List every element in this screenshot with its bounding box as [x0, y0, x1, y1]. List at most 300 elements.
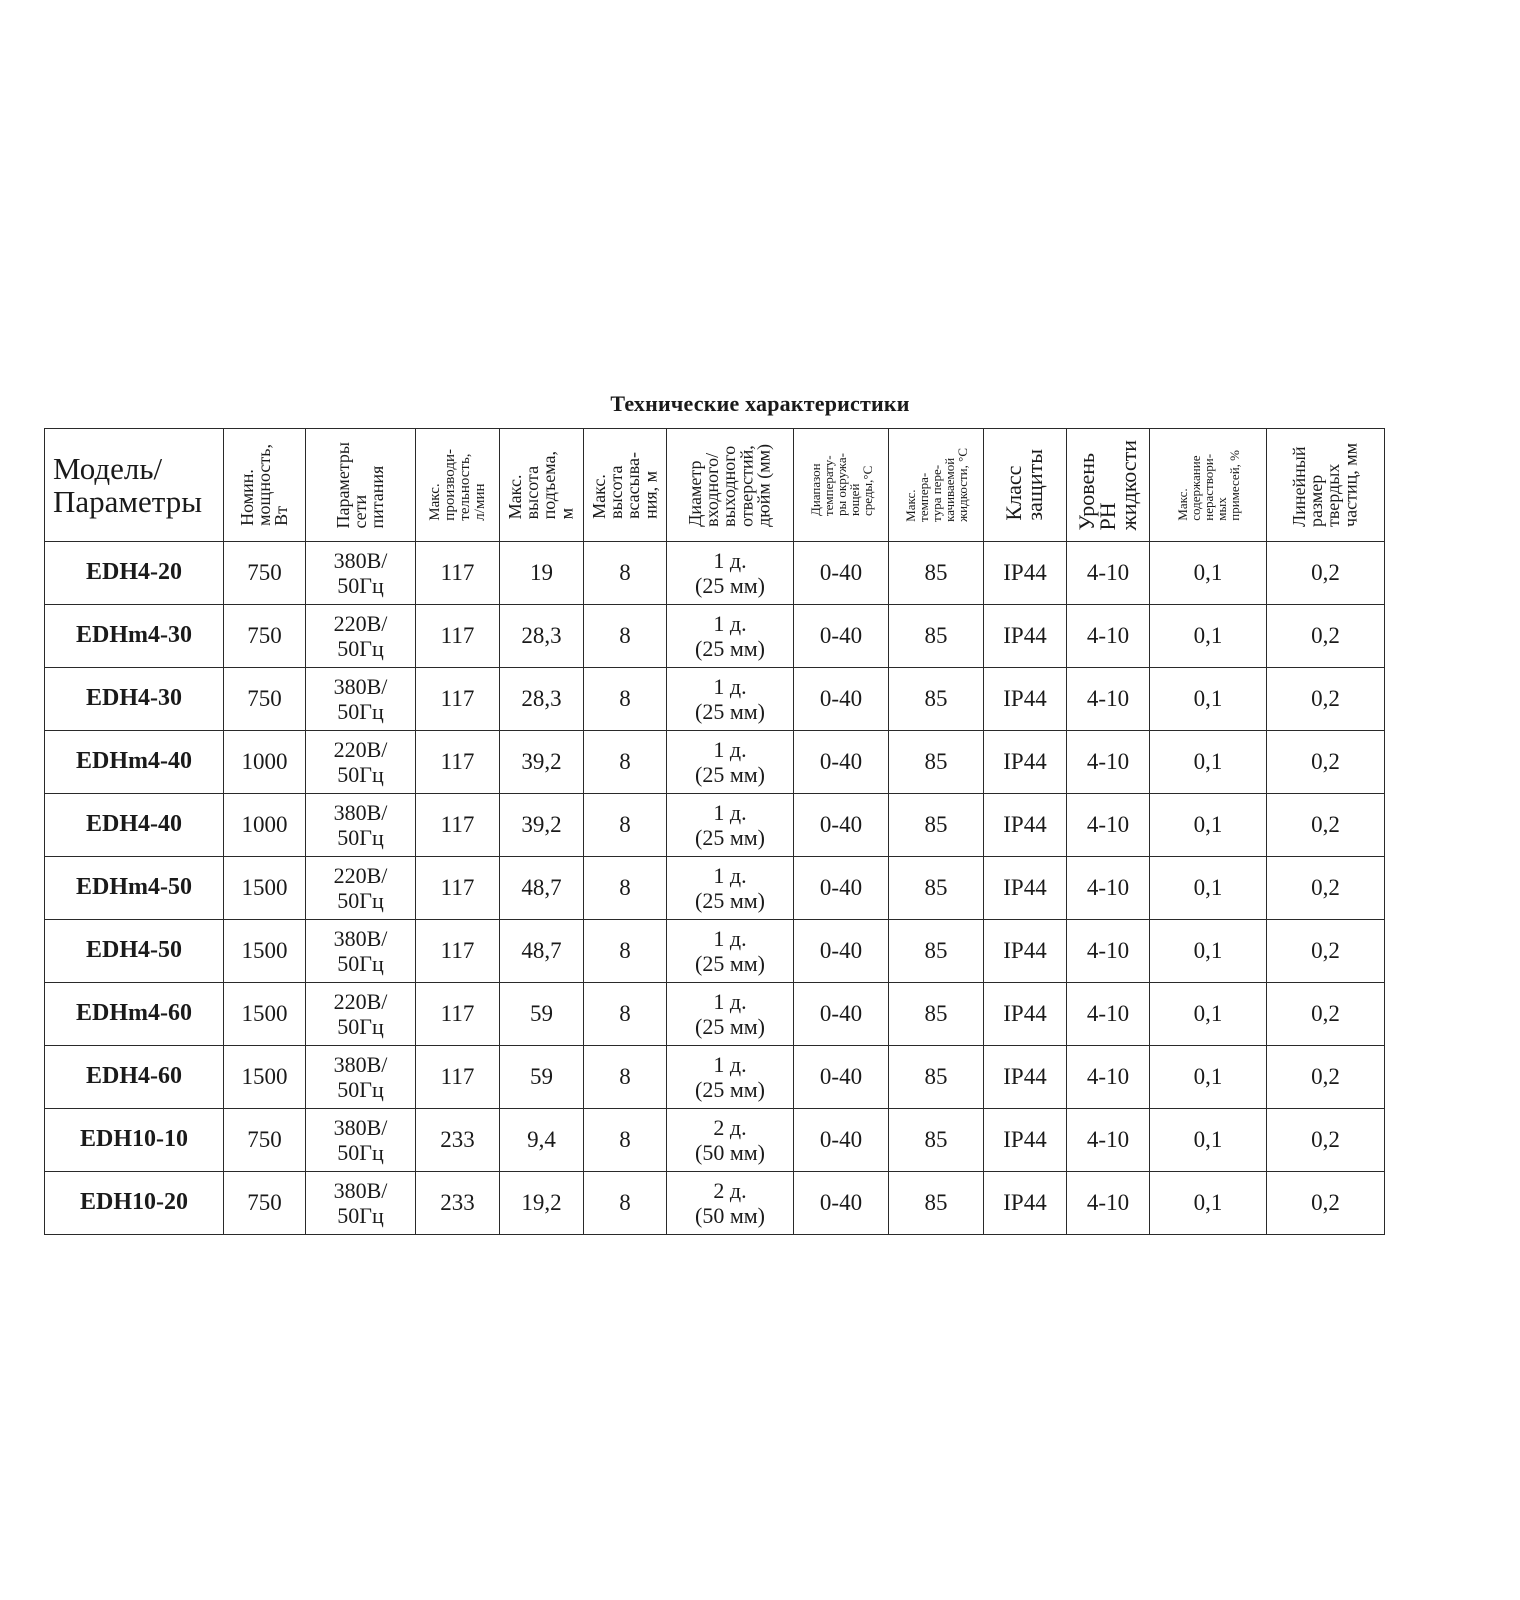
cell-head-value: 39,2: [521, 811, 562, 837]
cell-suction-value: 8: [619, 1126, 631, 1152]
cell-head-value: 19: [530, 559, 553, 585]
table-row: [45, 731, 1385, 794]
cell-diameter: [667, 731, 794, 794]
cell-protection-class-value: IP44: [1003, 685, 1047, 711]
cell-diameter-value: 1 д. (25 мм): [695, 1051, 765, 1102]
cell-ph-level-value: 4-10: [1086, 1189, 1130, 1215]
header-model: [45, 429, 224, 542]
cell-ambient-temp-value: 0-40: [819, 748, 863, 774]
cell-power: [224, 605, 306, 668]
cell-protection-class-value: IP44: [1003, 1126, 1047, 1152]
cell-head-value: 59: [530, 1000, 553, 1026]
table-row: [45, 920, 1385, 983]
cell-flow: [416, 1172, 500, 1235]
cell-diameter-value: 1 д. (25 мм): [695, 736, 765, 787]
cell-protection-class: [984, 668, 1067, 731]
cell-impurities-value: 0,1: [1193, 874, 1223, 900]
cell-ph-level-value: 4-10: [1086, 622, 1130, 648]
cell-flow: [416, 731, 500, 794]
cell-liquid-temp: [889, 668, 984, 731]
cell-supply-value: 380В/ 50Гц: [333, 1051, 388, 1102]
cell-flow-value: 117: [440, 811, 475, 837]
cell-supply: [306, 731, 416, 794]
header-ph: [1067, 429, 1150, 542]
header-supply-label: Параметры сети питания: [332, 441, 388, 529]
cell-supply-value: 380В/ 50Гц: [333, 1114, 388, 1165]
cell-liquid-temp-value: 85: [924, 1189, 948, 1215]
cell-ambient-temp-value: 0-40: [819, 1063, 863, 1089]
page-title: Технические характеристики: [610, 391, 910, 416]
cell-flow: [416, 542, 500, 605]
cell-diameter: [667, 1109, 794, 1172]
cell-impurities-value: 0,1: [1193, 622, 1223, 648]
cell-ambient-temp: [794, 983, 889, 1046]
cell-power: [224, 794, 306, 857]
cell-head-value: 9,4: [527, 1126, 556, 1152]
cell-impurities: [1150, 1172, 1267, 1235]
cell-particle-size-value: 0,2: [1311, 1063, 1340, 1089]
cell-model-value: EDHm4-40: [76, 748, 192, 775]
cell-suction: [584, 605, 667, 668]
cell-flow-value: 117: [440, 559, 475, 585]
cell-suction-value: 8: [619, 1000, 631, 1026]
cell-diameter: [667, 794, 794, 857]
cell-model: [45, 920, 224, 983]
cell-ambient-temp: [794, 731, 889, 794]
cell-diameter: [667, 983, 794, 1046]
cell-flow: [416, 794, 500, 857]
cell-protection-class-value: IP44: [1003, 811, 1047, 837]
header-liquid-temp-label: Макс. темпера- тура пере- качиваемой жидкости, °С: [902, 448, 970, 522]
cell-ambient-temp-value: 0-40: [819, 937, 863, 963]
cell-head-value: 48,7: [521, 874, 562, 900]
cell-supply-value: 220В/ 50Гц: [333, 988, 388, 1039]
cell-ambient-temp-value: 0-40: [819, 811, 863, 837]
cell-supply: [306, 1109, 416, 1172]
cell-liquid-temp-value: 85: [924, 937, 948, 963]
cell-suction-value: 8: [619, 937, 631, 963]
header-impurities: [1150, 429, 1267, 542]
cell-liquid-temp-value: 85: [924, 874, 948, 900]
cell-supply-value: 220В/ 50Гц: [333, 736, 388, 787]
cell-supply: [306, 983, 416, 1046]
cell-ph-level-value: 4-10: [1086, 748, 1130, 774]
cell-supply: [306, 605, 416, 668]
cell-ph-level-value: 4-10: [1086, 874, 1130, 900]
header-model-label: Модель/ Параметры: [53, 450, 203, 519]
cell-model-value: EDH10-10: [80, 1126, 188, 1153]
cell-protection-class: [984, 605, 1067, 668]
cell-flow-value: 117: [440, 1000, 475, 1026]
cell-head: [500, 731, 584, 794]
header-diameter-label: Диаметр входного/ выходного отверстий, дюйм (мм): [685, 443, 774, 527]
cell-liquid-temp: [889, 542, 984, 605]
cell-power: [224, 857, 306, 920]
cell-power-value: 1000: [241, 748, 288, 774]
cell-flow-value: 117: [440, 874, 475, 900]
cell-model: [45, 983, 224, 1046]
cell-suction: [584, 1109, 667, 1172]
cell-suction: [584, 983, 667, 1046]
cell-supply: [306, 1046, 416, 1109]
cell-impurities-value: 0,1: [1193, 1000, 1223, 1026]
cell-liquid-temp-value: 85: [924, 811, 948, 837]
cell-power-value: 1500: [241, 874, 288, 900]
cell-power: [224, 542, 306, 605]
cell-model-value: EDH4-30: [86, 685, 182, 712]
cell-ph-level: [1067, 605, 1150, 668]
cell-suction: [584, 542, 667, 605]
cell-ambient-temp: [794, 605, 889, 668]
cell-particle-size: [1267, 1046, 1385, 1109]
cell-supply-value: 380В/ 50Гц: [333, 925, 388, 976]
cell-ph-level-value: 4-10: [1086, 685, 1130, 711]
header-suction-label: Макс. высота всасыва- ния, м: [588, 451, 661, 519]
cell-model: [45, 1172, 224, 1235]
cell-impurities-value: 0,1: [1193, 1126, 1223, 1152]
table-row: [45, 1109, 1385, 1172]
cell-ph-level: [1067, 668, 1150, 731]
header-ph-label: Уровень PH жидкости: [1073, 439, 1141, 531]
cell-liquid-temp: [889, 1172, 984, 1235]
cell-flow-value: 117: [440, 685, 475, 711]
cell-ambient-temp: [794, 1172, 889, 1235]
cell-liquid-temp-value: 85: [924, 1063, 948, 1089]
table-body: [45, 542, 1385, 1235]
cell-diameter-value: 1 д. (25 мм): [695, 673, 765, 724]
cell-liquid-temp: [889, 605, 984, 668]
cell-particle-size: [1267, 794, 1385, 857]
cell-liquid-temp-value: 85: [924, 1000, 948, 1026]
table-row: [45, 794, 1385, 857]
cell-power-value: 750: [247, 559, 282, 585]
cell-protection-class: [984, 920, 1067, 983]
cell-ph-level-value: 4-10: [1086, 937, 1130, 963]
cell-supply-value: 380В/ 50Гц: [333, 799, 388, 850]
header-liquid-temp: [889, 429, 984, 542]
cell-power: [224, 731, 306, 794]
cell-power-value: 750: [247, 685, 282, 711]
cell-model-value: EDH4-50: [86, 937, 182, 964]
cell-supply-value: 380В/ 50Гц: [333, 673, 388, 724]
cell-particle-size: [1267, 668, 1385, 731]
cell-particle-size-value: 0,2: [1311, 1000, 1340, 1026]
cell-ph-level: [1067, 542, 1150, 605]
cell-impurities: [1150, 983, 1267, 1046]
header-supply: [306, 429, 416, 542]
cell-ambient-temp: [794, 1046, 889, 1109]
cell-power: [224, 920, 306, 983]
cell-protection-class-value: IP44: [1003, 748, 1047, 774]
cell-protection-class: [984, 794, 1067, 857]
header-ambient: [794, 429, 889, 542]
cell-flow-value: 117: [440, 1063, 475, 1089]
cell-impurities: [1150, 857, 1267, 920]
cell-impurities-value: 0,1: [1193, 1189, 1223, 1215]
cell-power-value: 750: [247, 622, 282, 648]
cell-model-value: EDHm4-50: [76, 874, 192, 901]
cell-supply: [306, 920, 416, 983]
header-power: [224, 429, 306, 542]
cell-model-value: EDHm4-60: [76, 1000, 192, 1027]
cell-ambient-temp: [794, 542, 889, 605]
header-power-label: Номин. мощность, Вт: [236, 444, 292, 526]
cell-diameter-value: 1 д. (25 мм): [695, 988, 765, 1039]
cell-ph-level: [1067, 1172, 1150, 1235]
cell-flow: [416, 857, 500, 920]
cell-suction: [584, 1172, 667, 1235]
cell-particle-size-value: 0,2: [1311, 685, 1340, 711]
cell-model: [45, 668, 224, 731]
cell-ambient-temp-value: 0-40: [819, 622, 863, 648]
cell-liquid-temp-value: 85: [924, 748, 948, 774]
cell-model-value: EDH4-40: [86, 811, 182, 838]
cell-model: [45, 857, 224, 920]
cell-head: [500, 1109, 584, 1172]
cell-liquid-temp-value: 85: [924, 559, 948, 585]
cell-impurities: [1150, 731, 1267, 794]
cell-impurities: [1150, 1046, 1267, 1109]
cell-head-value: 28,3: [521, 685, 562, 711]
cell-supply-value: 380В/ 50Гц: [333, 1177, 388, 1228]
cell-head-value: 28,3: [521, 622, 562, 648]
cell-particle-size-value: 0,2: [1311, 622, 1340, 648]
cell-model-value: EDH4-60: [86, 1063, 182, 1090]
cell-particle-size: [1267, 983, 1385, 1046]
cell-supply-value: 380В/ 50Гц: [333, 547, 388, 598]
cell-protection-class-value: IP44: [1003, 937, 1047, 963]
cell-head: [500, 605, 584, 668]
header-ambient-label: Диапазон температу- ры окружа- ющей среды,°С: [807, 453, 875, 517]
header-head: [500, 429, 584, 542]
cell-suction-value: 8: [619, 622, 631, 648]
cell-model: [45, 542, 224, 605]
cell-suction: [584, 920, 667, 983]
cell-model: [45, 1046, 224, 1109]
cell-liquid-temp: [889, 731, 984, 794]
cell-ph-level: [1067, 794, 1150, 857]
cell-liquid-temp: [889, 983, 984, 1046]
cell-impurities-value: 0,1: [1193, 748, 1223, 774]
cell-impurities: [1150, 1109, 1267, 1172]
cell-suction-value: 8: [619, 874, 631, 900]
cell-diameter-value: 1 д. (25 мм): [695, 862, 765, 913]
cell-supply-value: 220В/ 50Гц: [333, 862, 388, 913]
cell-ph-level-value: 4-10: [1086, 1000, 1130, 1026]
cell-impurities-value: 0,1: [1193, 559, 1223, 585]
cell-supply: [306, 794, 416, 857]
cell-head-value: 48,7: [521, 937, 562, 963]
header-suction: [584, 429, 667, 542]
cell-impurities: [1150, 794, 1267, 857]
cell-impurities-value: 0,1: [1193, 685, 1223, 711]
cell-flow-value: 117: [440, 622, 475, 648]
cell-power: [224, 983, 306, 1046]
cell-flow: [416, 605, 500, 668]
cell-supply: [306, 1172, 416, 1235]
table-row: [45, 542, 1385, 605]
cell-ph-level-value: 4-10: [1086, 1126, 1130, 1152]
cell-diameter-value: 1 д. (25 мм): [695, 925, 765, 976]
table-row: [45, 1046, 1385, 1109]
cell-ph-level: [1067, 1109, 1150, 1172]
cell-impurities-value: 0,1: [1193, 1063, 1223, 1089]
header-flow: [416, 429, 500, 542]
cell-impurities: [1150, 605, 1267, 668]
cell-model-value: EDH10-20: [80, 1189, 188, 1216]
cell-particle-size-value: 0,2: [1311, 811, 1340, 837]
cell-diameter: [667, 1046, 794, 1109]
cell-flow: [416, 1109, 500, 1172]
cell-impurities: [1150, 542, 1267, 605]
cell-particle-size-value: 0,2: [1311, 748, 1340, 774]
cell-protection-class: [984, 1172, 1067, 1235]
header-impurities-label: Макс. содержание нераствори- мых примесей, %: [1174, 449, 1242, 521]
cell-ambient-temp-value: 0-40: [819, 1189, 863, 1215]
cell-protection-class: [984, 731, 1067, 794]
cell-protection-class: [984, 857, 1067, 920]
cell-impurities-value: 0,1: [1193, 937, 1223, 963]
cell-power-value: 1000: [241, 811, 288, 837]
cell-power: [224, 668, 306, 731]
cell-power-value: 750: [247, 1126, 282, 1152]
cell-power-value: 750: [247, 1189, 282, 1215]
cell-diameter-value: 2 д. (50 мм): [695, 1177, 765, 1228]
cell-head: [500, 794, 584, 857]
cell-suction-value: 8: [619, 559, 631, 585]
cell-supply-value: 220В/ 50Гц: [333, 610, 388, 661]
cell-impurities: [1150, 668, 1267, 731]
cell-impurities-value: 0,1: [1193, 811, 1223, 837]
cell-power-value: 1500: [241, 1000, 288, 1026]
cell-protection-class: [984, 542, 1067, 605]
cell-model: [45, 731, 224, 794]
cell-head: [500, 920, 584, 983]
cell-liquid-temp: [889, 920, 984, 983]
cell-impurities: [1150, 920, 1267, 983]
cell-particle-size: [1267, 731, 1385, 794]
cell-liquid-temp: [889, 857, 984, 920]
table-row: [45, 605, 1385, 668]
cell-diameter: [667, 605, 794, 668]
cell-particle-size: [1267, 1172, 1385, 1235]
header-particle-label: Линейный размер твердых частиц, мм: [1289, 443, 1361, 527]
cell-ph-level: [1067, 857, 1150, 920]
cell-flow-value: 117: [440, 937, 475, 963]
cell-ambient-temp-value: 0-40: [819, 1000, 863, 1026]
cell-head-value: 19,2: [521, 1189, 562, 1215]
cell-diameter-value: 1 д. (25 мм): [695, 799, 765, 850]
cell-ph-level: [1067, 983, 1150, 1046]
cell-ambient-temp: [794, 668, 889, 731]
cell-particle-size: [1267, 1109, 1385, 1172]
cell-diameter-value: 2 д. (50 мм): [695, 1114, 765, 1165]
cell-model-value: EDHm4-30: [76, 622, 192, 649]
cell-power: [224, 1109, 306, 1172]
cell-head-value: 39,2: [521, 748, 562, 774]
cell-particle-size-value: 0,2: [1311, 874, 1340, 900]
cell-model: [45, 794, 224, 857]
cell-protection-class-value: IP44: [1003, 1063, 1047, 1089]
cell-ambient-temp: [794, 857, 889, 920]
cell-flow: [416, 1046, 500, 1109]
cell-flow: [416, 920, 500, 983]
header-protection: [984, 429, 1067, 542]
cell-diameter: [667, 857, 794, 920]
cell-particle-size: [1267, 542, 1385, 605]
cell-particle-size-value: 0,2: [1311, 1189, 1340, 1215]
cell-flow: [416, 983, 500, 1046]
cell-ambient-temp-value: 0-40: [819, 685, 863, 711]
cell-power: [224, 1046, 306, 1109]
cell-suction-value: 8: [619, 1063, 631, 1089]
cell-particle-size-value: 0,2: [1311, 559, 1340, 585]
cell-flow-value: 233: [440, 1189, 475, 1215]
cell-ambient-temp-value: 0-40: [819, 1126, 863, 1152]
cell-liquid-temp-value: 85: [924, 1126, 948, 1152]
cell-particle-size: [1267, 857, 1385, 920]
cell-head-value: 59: [530, 1063, 553, 1089]
cell-ambient-temp: [794, 794, 889, 857]
cell-diameter-value: 1 д. (25 мм): [695, 547, 765, 598]
cell-particle-size: [1267, 920, 1385, 983]
header-flow-label: Макс. производи- тельность, л/мин: [426, 449, 488, 521]
cell-suction-value: 8: [619, 748, 631, 774]
cell-suction-value: 8: [619, 1189, 631, 1215]
cell-liquid-temp: [889, 1109, 984, 1172]
cell-flow-value: 117: [440, 748, 475, 774]
cell-liquid-temp: [889, 1046, 984, 1109]
cell-model-value: EDH4-20: [86, 559, 182, 586]
cell-suction: [584, 1046, 667, 1109]
cell-model: [45, 605, 224, 668]
header-diameter: [667, 429, 794, 542]
cell-diameter-value: 1 д. (25 мм): [695, 610, 765, 661]
cell-particle-size-value: 0,2: [1311, 1126, 1340, 1152]
cell-flow-value: 233: [440, 1126, 475, 1152]
cell-suction: [584, 731, 667, 794]
cell-diameter: [667, 542, 794, 605]
header-protection-label: Класс защиты: [1001, 449, 1047, 521]
cell-protection-class: [984, 1109, 1067, 1172]
cell-protection-class-value: IP44: [1003, 1189, 1047, 1215]
table-row: [45, 857, 1385, 920]
cell-suction-value: 8: [619, 811, 631, 837]
cell-liquid-temp-value: 85: [924, 622, 948, 648]
cell-ph-level: [1067, 731, 1150, 794]
cell-head: [500, 1172, 584, 1235]
table-row: [45, 983, 1385, 1046]
cell-ph-level: [1067, 920, 1150, 983]
cell-flow: [416, 668, 500, 731]
cell-head: [500, 1046, 584, 1109]
cell-liquid-temp: [889, 794, 984, 857]
header-row: [45, 429, 1385, 542]
cell-protection-class-value: IP44: [1003, 622, 1047, 648]
cell-protection-class: [984, 983, 1067, 1046]
cell-head: [500, 983, 584, 1046]
cell-head: [500, 542, 584, 605]
cell-ambient-temp: [794, 920, 889, 983]
cell-protection-class: [984, 1046, 1067, 1109]
cell-power: [224, 1172, 306, 1235]
cell-supply: [306, 857, 416, 920]
header-head-label: Макс. высота подъема, м: [505, 450, 577, 520]
cell-suction-value: 8: [619, 685, 631, 711]
cell-suction: [584, 794, 667, 857]
cell-diameter: [667, 1172, 794, 1235]
cell-ph-level: [1067, 1046, 1150, 1109]
